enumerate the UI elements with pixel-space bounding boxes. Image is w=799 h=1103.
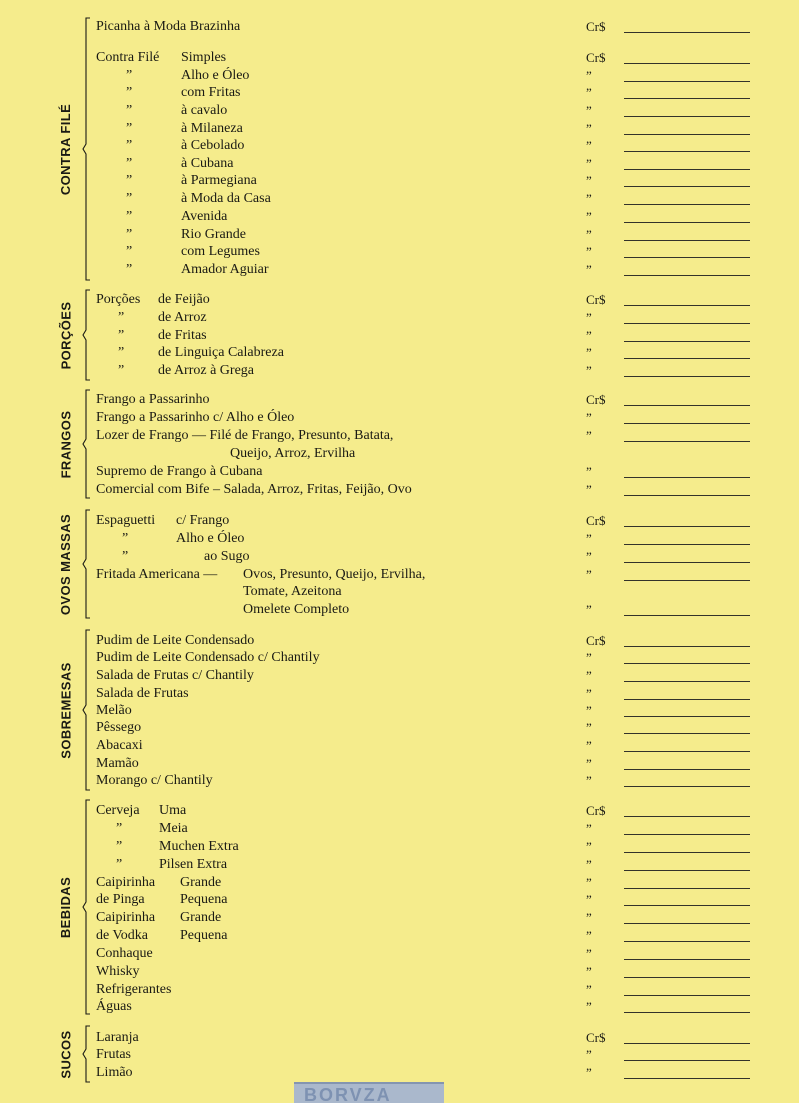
item-price-label: ” [586, 964, 592, 979]
item-variant: Grande [180, 910, 222, 925]
item-variant: Muchen Extra [159, 839, 239, 854]
item-price-label: ” [586, 121, 592, 136]
item-variant: c/ Frango [176, 513, 230, 528]
item-name: Pudim de Leite Condensado [96, 633, 255, 648]
price-blank-line [624, 663, 750, 664]
price-blank-line [624, 32, 750, 33]
price-blank-line [624, 341, 750, 342]
item-name: Águas [96, 999, 132, 1014]
item-price-label: ” [586, 946, 592, 961]
item-name: ” [118, 345, 125, 360]
item-price-label: Cr$ [586, 392, 606, 407]
item-name: ” [126, 173, 133, 188]
item-price-label: ” [586, 345, 592, 360]
item-name: Porções [96, 292, 141, 307]
item-name: Frutas [96, 1047, 131, 1062]
item-name: Morango c/ Chantily [96, 773, 213, 788]
item-name: Comercial com Bife – Salada, Arroz, Fritas, Feijão, Ovo [96, 482, 412, 497]
section-brace [82, 389, 92, 499]
item-price-label: ” [586, 982, 592, 997]
item-price-label: Cr$ [586, 292, 606, 307]
price-blank-line [624, 151, 750, 152]
item-variant: à Moda da Casa [181, 191, 271, 206]
item-variant: Rio Grande [181, 227, 246, 242]
section-brace [82, 1025, 92, 1083]
section-title-text: FRANGOS [58, 410, 74, 478]
section-brace [82, 629, 92, 791]
item-price-label: ” [586, 857, 592, 872]
section-title-text: PORÇÕES [58, 301, 74, 369]
price-blank-line [624, 81, 750, 82]
item-price-label: ” [586, 549, 592, 564]
item-price-label: ” [586, 138, 592, 153]
item-price-label: ” [586, 209, 592, 224]
section-brace [82, 509, 92, 619]
section-brace [82, 799, 92, 1015]
item-name: ” [126, 156, 133, 171]
price-blank-line [624, 615, 750, 616]
item-variant: Tomate, Azeitona [243, 584, 342, 599]
item-price-label: Cr$ [586, 1030, 606, 1045]
price-blank-line [624, 98, 750, 99]
item-name: Frango a Passarinho c/ Alho e Óleo [96, 410, 295, 425]
item-variant: com Fritas [181, 85, 241, 100]
item-price-label: ” [586, 668, 592, 683]
item-variant: ao Sugo [204, 549, 250, 564]
price-blank-line [624, 888, 750, 889]
item-price-label: ” [586, 703, 592, 718]
price-blank-line [624, 681, 750, 682]
item-price-label: ” [586, 428, 592, 443]
item-price-label: ” [586, 1065, 592, 1080]
item-name: ” [116, 857, 123, 872]
price-blank-line [624, 423, 750, 424]
section-title [50, 18, 82, 280]
price-blank-line [624, 769, 750, 770]
item-price-label: ” [586, 191, 592, 206]
section-title [50, 510, 82, 618]
item-variant: de Linguiça Calabreza [158, 345, 284, 360]
price-blank-line [624, 733, 750, 734]
item-price-label: ” [586, 262, 592, 277]
item-price-label: ” [586, 686, 592, 701]
item-name: Conhaque [96, 946, 153, 961]
item-name: ” [116, 821, 123, 836]
item-price-label: Cr$ [586, 803, 606, 818]
price-blank-line [624, 376, 750, 377]
item-price-label: ” [586, 650, 592, 665]
item-price-label: ” [586, 482, 592, 497]
item-variant: à Milaneza [181, 121, 243, 136]
item-name: ” [122, 531, 129, 546]
item-price-label: ” [586, 173, 592, 188]
price-blank-line [624, 63, 750, 64]
item-name: ” [126, 227, 133, 242]
item-variant: com Legumes [181, 244, 260, 259]
item-name: ” [126, 209, 133, 224]
item-variant: Simples [181, 50, 227, 65]
item-variant: Queijo, Arroz, Ervilha [230, 446, 356, 461]
price-blank-line [624, 275, 750, 276]
item-name: ” [126, 68, 133, 83]
section-title-text: SUCOS [58, 1029, 74, 1079]
price-blank-line [624, 1043, 750, 1044]
price-blank-line [624, 977, 750, 978]
item-price-label: ” [586, 602, 592, 617]
item-name: Laranja [96, 1030, 139, 1045]
section-title [50, 630, 82, 790]
item-name: ” [126, 103, 133, 118]
price-blank-line [624, 905, 750, 906]
price-blank-line [624, 134, 750, 135]
item-name: Pudim de Leite Condensado c/ Chantily [96, 650, 320, 665]
price-blank-line [624, 646, 750, 647]
item-price-label: ” [586, 328, 592, 343]
item-name: ” [126, 138, 133, 153]
price-blank-line [624, 1012, 750, 1013]
item-name: ” [126, 191, 133, 206]
item-price-label: ” [586, 821, 592, 836]
price-blank-line [624, 816, 750, 817]
item-price-label: ” [586, 720, 592, 735]
item-name: de Pinga [96, 892, 145, 907]
item-variant: Amador Aguiar [181, 262, 269, 277]
item-name: ” [126, 121, 133, 136]
price-blank-line [624, 562, 750, 563]
item-price-label: ” [586, 244, 592, 259]
section-title-text: OVOS MASSAS [58, 513, 74, 615]
item-name: Picanha à Moda Brazinha [96, 19, 241, 34]
item-variant: de Feijão [158, 292, 210, 307]
price-blank-line [624, 995, 750, 996]
price-blank-line [624, 1060, 750, 1061]
item-name: Frango a Passarinho [96, 392, 210, 407]
item-name: ” [126, 262, 133, 277]
item-name: ” [126, 85, 133, 100]
item-price-label: ” [586, 928, 592, 943]
price-blank-line [624, 441, 750, 442]
section-title-text: CONTRA FILÉ [58, 103, 74, 195]
item-name: Whisky [96, 964, 140, 979]
item-variant: Avenida [181, 209, 228, 224]
item-price-label: ” [586, 910, 592, 925]
item-price-label: Cr$ [586, 633, 606, 648]
item-variant: Meia [159, 821, 188, 836]
item-name: Caipirinha [96, 875, 156, 890]
item-variant: à Cubana [181, 156, 234, 171]
price-blank-line [624, 834, 750, 835]
item-variant: de Arroz à Grega [158, 363, 255, 378]
item-name: ” [118, 328, 125, 343]
item-price-label: ” [586, 756, 592, 771]
item-price-label: ” [586, 363, 592, 378]
price-blank-line [624, 405, 750, 406]
item-name: Salada de Frutas c/ Chantily [96, 668, 254, 683]
item-name: Pêssego [96, 720, 142, 735]
price-blank-line [624, 186, 750, 187]
item-variant: Ovos, Presunto, Queijo, Ervilha, [243, 567, 426, 582]
price-blank-line [624, 580, 750, 581]
price-blank-line [624, 257, 750, 258]
item-name: Refrigerantes [96, 982, 172, 997]
item-price-label: ” [586, 85, 592, 100]
brand-logo [294, 1082, 444, 1103]
price-blank-line [624, 959, 750, 960]
price-blank-line [624, 222, 750, 223]
section-title-text: BEBIDAS [58, 876, 74, 938]
item-name: Espaguetti [96, 513, 156, 528]
price-blank-line [624, 699, 750, 700]
item-variant: Pequena [180, 892, 228, 907]
item-price-label: ” [586, 310, 592, 325]
item-variant: Pilsen Extra [159, 857, 228, 872]
section-brace [82, 289, 92, 381]
item-price-label: ” [586, 738, 592, 753]
section-brace [82, 17, 92, 281]
section-title [50, 390, 82, 498]
section-title-text: SOBREMESAS [58, 661, 74, 759]
price-blank-line [624, 1078, 750, 1079]
price-blank-line [624, 495, 750, 496]
brand-logo-text: BORVZA [304, 1085, 392, 1103]
item-name: ” [118, 363, 125, 378]
item-variant: de Arroz [158, 310, 207, 325]
price-blank-line [624, 305, 750, 306]
item-name: Caipirinha [96, 910, 156, 925]
price-blank-line [624, 941, 750, 942]
section-title [50, 290, 82, 380]
item-price-label: Cr$ [586, 19, 606, 34]
item-price-label: ” [586, 839, 592, 854]
item-name: Salada de Frutas [96, 686, 189, 701]
item-name: Supremo de Frango à Cubana [96, 464, 263, 479]
item-variant: à cavalo [181, 103, 228, 118]
item-price-label: ” [586, 103, 592, 118]
price-blank-line [624, 358, 750, 359]
item-variant: Alho e Óleo [181, 68, 250, 83]
item-variant: Pequena [180, 928, 228, 943]
item-name: ” [126, 244, 133, 259]
section-title [50, 1026, 82, 1082]
price-blank-line [624, 716, 750, 717]
item-price-label: ” [586, 892, 592, 907]
item-price-label: ” [586, 410, 592, 425]
item-price-label: ” [586, 68, 592, 83]
price-blank-line [624, 240, 750, 241]
item-variant: Omelete Completo [243, 602, 350, 617]
item-name: Abacaxi [96, 738, 143, 753]
item-price-label: ” [586, 1047, 592, 1062]
price-blank-line [624, 169, 750, 170]
price-blank-line [624, 544, 750, 545]
item-name: Limão [96, 1065, 133, 1080]
item-name: Melão [96, 703, 132, 718]
item-price-label: ” [586, 156, 592, 171]
price-blank-line [624, 870, 750, 871]
item-variant: à Cebolado [181, 138, 245, 153]
item-price-label: ” [586, 464, 592, 479]
price-blank-line [624, 204, 750, 205]
price-blank-line [624, 323, 750, 324]
price-blank-line [624, 526, 750, 527]
item-price-label: ” [586, 227, 592, 242]
item-name: Fritada Americana — [96, 567, 218, 582]
item-name: ” [116, 839, 123, 854]
price-blank-line [624, 923, 750, 924]
item-variant: Alho e Óleo [176, 531, 245, 546]
item-variant: Uma [159, 803, 187, 818]
price-blank-line [624, 786, 750, 787]
item-price-label: ” [586, 875, 592, 890]
item-price-label: ” [586, 773, 592, 788]
price-blank-line [624, 116, 750, 117]
item-price-label: ” [586, 567, 592, 582]
item-price-label: ” [586, 531, 592, 546]
item-name: de Vodka [96, 928, 148, 943]
item-price-label: Cr$ [586, 50, 606, 65]
price-blank-line [624, 751, 750, 752]
price-blank-line [624, 852, 750, 853]
item-variant: Grande [180, 875, 222, 890]
item-name: ” [118, 310, 125, 325]
item-variant: à Parmegiana [181, 173, 257, 188]
item-variant: de Fritas [158, 328, 207, 343]
item-price-label: Cr$ [586, 513, 606, 528]
item-name: ” [122, 549, 129, 564]
item-name: Contra Filé [96, 50, 160, 65]
price-blank-line [624, 477, 750, 478]
item-name: Lozer de Frango — Filé de Frango, Presunto, Batata, [96, 428, 394, 443]
item-name: Mamão [96, 756, 139, 771]
item-name: Cerveja [96, 803, 140, 818]
section-title [50, 800, 82, 1014]
item-price-label: ” [586, 999, 592, 1014]
